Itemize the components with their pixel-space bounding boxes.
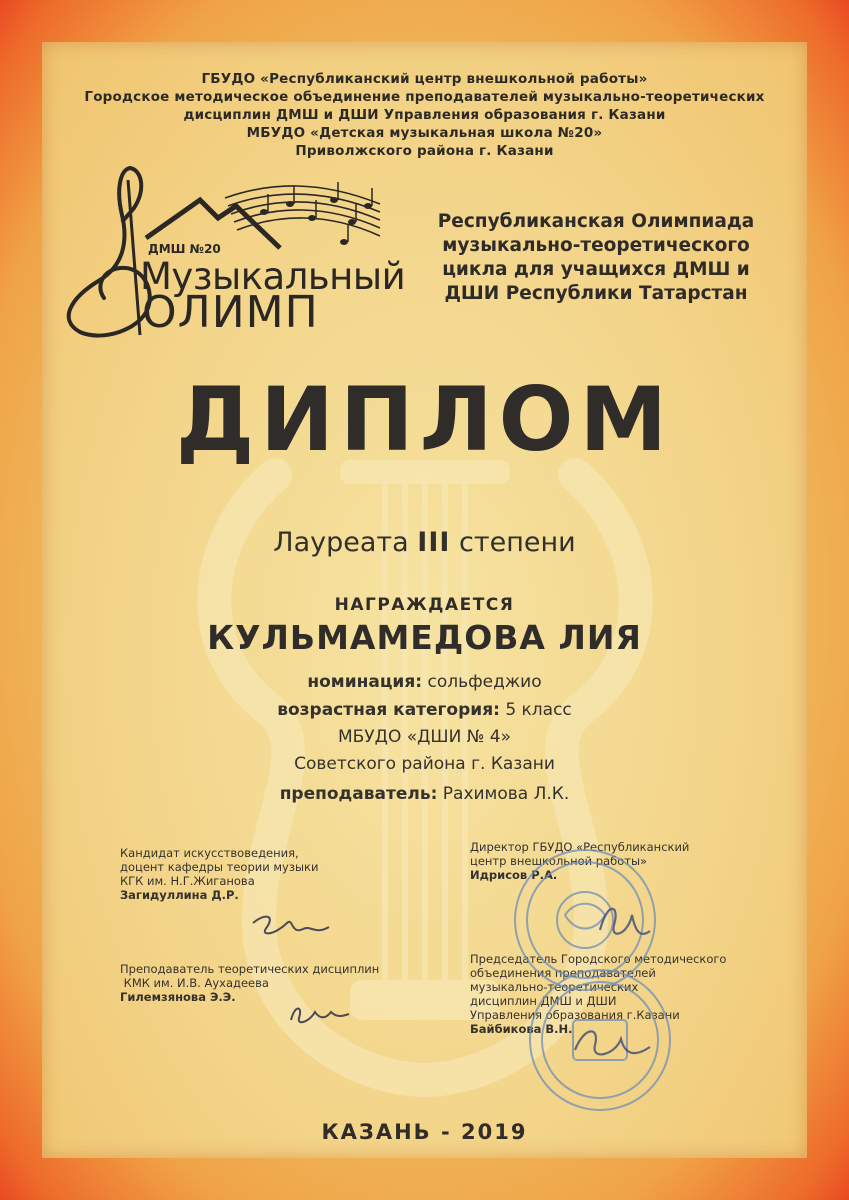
nomination-label: номинация: <box>307 672 423 692</box>
diploma-title: ДИПЛОМ <box>175 368 674 471</box>
nomination-line <box>0 672 849 692</box>
signatory-line: Директор ГБУДО «Республиканский <box>470 840 690 854</box>
nomination-value: сольфеджио <box>427 672 542 692</box>
signatory-left-1 <box>120 846 318 902</box>
signatory-line: дисциплин ДМШ и ДШИ <box>470 994 617 1008</box>
signatory-line: Председатель Городского методического <box>470 952 727 966</box>
age-category-line <box>0 700 849 720</box>
org-line: ГБУДО «Республиканский центр внешкольной работы» <box>201 71 648 87</box>
handwritten-signature-icon <box>245 905 335 950</box>
org-line: дисциплин ДМШ и ДШИ Управления образования г. Казани <box>183 107 666 123</box>
logo-line1: Музыкальный <box>140 255 406 298</box>
signatory-line: КМК им. И.В. Аухадеева <box>120 976 269 990</box>
district-line: Советского района г. Казани <box>294 754 555 774</box>
recipient-name: КУЛЬМАМЕДОВА ЛИЯ <box>207 618 642 657</box>
olympiad-name <box>400 210 792 306</box>
laureate-degree: III <box>417 527 451 558</box>
logo-school: ДМШ №20 <box>148 242 221 256</box>
olympiad-line: цикла для учащихся ДМШ и <box>442 259 750 280</box>
signatory-line: Управления образования г.Казани <box>470 1008 680 1022</box>
signatory-name: Гилемзянова Э.Э. <box>120 990 236 1004</box>
signatory-line: КГК им. Н.Г.Жиганова <box>120 874 255 888</box>
signatory-line: объединения преподавателей <box>470 966 656 980</box>
signatory-line: Кандидат искусствоведения, <box>120 846 299 860</box>
signatory-name: Байбикова В.Н. <box>470 1022 573 1036</box>
awarded-label: НАГРАЖДАЕТСЯ <box>334 595 515 615</box>
laureate-prefix: Лауреата <box>273 527 409 558</box>
laureate-suffix: степени <box>459 527 576 558</box>
logo-line2: ОЛИМП <box>142 287 319 338</box>
org-line: Приволжского района г. Казани <box>295 143 554 159</box>
signatory-name: Загидуллина Д.Р. <box>120 888 239 902</box>
laureate-line <box>0 527 849 558</box>
teacher-line <box>0 784 849 804</box>
signatory-line: доцент кафедры теории музыки <box>120 860 319 874</box>
org-line: МБУДО «Детская музыкальная школа №20» <box>246 125 603 141</box>
organizer-header <box>0 70 849 160</box>
signatory-line: Преподаватель теоретических дисциплин <box>120 962 380 976</box>
school-line: МБУДО «ДШИ № 4» <box>337 727 512 747</box>
signatory-line: музыкально-теоретических <box>470 980 639 994</box>
age-value: 5 класс <box>505 700 572 720</box>
teacher-label: преподаватель: <box>279 784 438 804</box>
teacher-value: Рахимова Л.К. <box>442 784 570 804</box>
olympiad-line: музыкально-теоретического <box>442 235 750 256</box>
org-line: Городское методическое объединение преподавателей музыкально-теоретических <box>84 89 765 105</box>
olympiad-line: Республиканская Олимпиада <box>437 211 755 232</box>
official-stamp-icon <box>525 965 675 1115</box>
signatory-name: Идрисов Р.А. <box>470 868 558 882</box>
olympus-logo <box>50 160 406 340</box>
age-label: возрастная категория: <box>277 700 500 720</box>
handwritten-signature-icon <box>285 998 355 1030</box>
city-year: КАЗАНЬ - 2019 <box>321 1120 528 1144</box>
signatory-line: центр внешкольной работы» <box>470 854 648 868</box>
olympiad-line: ДШИ Республики Татарстан <box>444 283 748 304</box>
